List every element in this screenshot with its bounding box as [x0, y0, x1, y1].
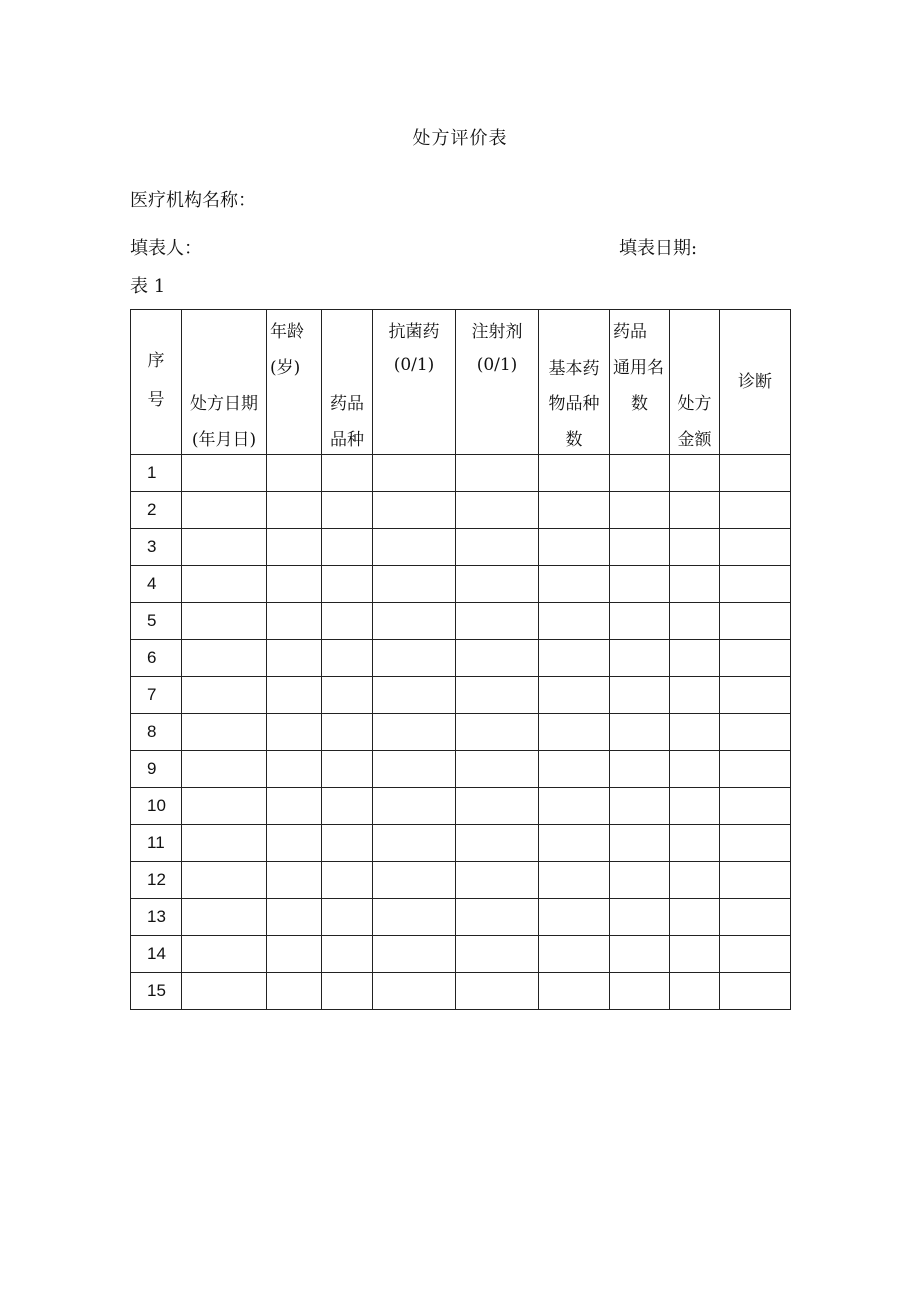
cell-essential-drugs: [539, 640, 610, 677]
cell-amount: [670, 936, 720, 973]
header-injection-line: (0/1): [476, 355, 518, 375]
cell-injection: [456, 566, 539, 603]
cell-drug-varieties: [322, 677, 373, 714]
table-row: [131, 788, 791, 825]
cell-antibiotic: [373, 566, 456, 603]
table-row: [131, 825, 791, 862]
header-age-line: (岁): [270, 358, 301, 378]
cell-essential-drugs: [539, 455, 610, 492]
cell-age: [267, 455, 322, 492]
table-row: [131, 936, 791, 973]
cell-drug-varieties: [322, 566, 373, 603]
cell-age: [267, 973, 322, 1010]
cell-date: [182, 714, 267, 751]
cell-antibiotic: [373, 677, 456, 714]
table-label: 表 1: [130, 276, 166, 297]
table-row: [131, 640, 791, 677]
row-number: 1: [131, 455, 182, 492]
header-amount: [670, 310, 720, 455]
cell-antibiotic: [373, 899, 456, 936]
header-essential-drugs: [539, 310, 610, 455]
table-row: [131, 566, 791, 603]
header-generic-names: [610, 310, 670, 455]
cell-essential-drugs: [539, 751, 610, 788]
cell-injection: [456, 714, 539, 751]
header-essential-line: 数: [565, 430, 583, 450]
cell-antibiotic: [373, 455, 456, 492]
cell-diagnosis: [720, 899, 791, 936]
cell-diagnosis: [720, 714, 791, 751]
header-antibiotic-line: (0/1): [393, 355, 435, 375]
cell-drug-varieties: [322, 751, 373, 788]
cell-essential-drugs: [539, 492, 610, 529]
cell-drug-varieties: [322, 492, 373, 529]
cell-amount: [670, 677, 720, 714]
cell-injection: [456, 677, 539, 714]
cell-generic-names: [610, 603, 670, 640]
cell-essential-drugs: [539, 788, 610, 825]
cell-amount: [670, 603, 720, 640]
cell-date: [182, 603, 267, 640]
cell-date: [182, 862, 267, 899]
cell-generic-names: [610, 973, 670, 1010]
header-seq-line: 序: [147, 351, 165, 371]
cell-age: [267, 751, 322, 788]
cell-generic-names: [610, 714, 670, 751]
cell-diagnosis: [720, 973, 791, 1010]
cell-date: [182, 788, 267, 825]
cell-injection: [456, 492, 539, 529]
cell-antibiotic: [373, 751, 456, 788]
table-row: [131, 862, 791, 899]
table-body: [131, 455, 791, 1010]
cell-drug-varieties: [322, 936, 373, 973]
cell-injection: [456, 899, 539, 936]
cell-generic-names: [610, 640, 670, 677]
cell-antibiotic: [373, 825, 456, 862]
cell-date: [182, 677, 267, 714]
header-seq: [131, 310, 182, 455]
cell-essential-drugs: [539, 714, 610, 751]
cell-antibiotic: [373, 973, 456, 1010]
cell-essential-drugs: [539, 936, 610, 973]
table-row: [131, 529, 791, 566]
cell-generic-names: [610, 566, 670, 603]
cell-date: [182, 936, 267, 973]
cell-age: [267, 492, 322, 529]
table-row: [131, 492, 791, 529]
cell-antibiotic: [373, 862, 456, 899]
cell-diagnosis: [720, 603, 791, 640]
cell-date: [182, 640, 267, 677]
header-injection: [456, 310, 539, 455]
cell-antibiotic: [373, 603, 456, 640]
header-generic-line: 通用名: [613, 358, 664, 378]
row-number: 8: [131, 714, 182, 751]
cell-antibiotic: [373, 529, 456, 566]
cell-date: [182, 455, 267, 492]
cell-essential-drugs: [539, 677, 610, 714]
cell-drug-varieties: [322, 788, 373, 825]
row-number: 10: [131, 788, 182, 825]
cell-age: [267, 603, 322, 640]
header-generic-line: 药品: [613, 322, 647, 342]
cell-antibiotic: [373, 936, 456, 973]
cell-age: [267, 566, 322, 603]
cell-date: [182, 492, 267, 529]
cell-injection: [456, 936, 539, 973]
cell-generic-names: [610, 529, 670, 566]
table-row: [131, 973, 791, 1010]
cell-age: [267, 529, 322, 566]
row-number: 3: [131, 529, 182, 566]
row-number: 13: [131, 899, 182, 936]
cell-essential-drugs: [539, 862, 610, 899]
cell-essential-drugs: [539, 899, 610, 936]
header-date: [182, 310, 267, 455]
cell-diagnosis: [720, 862, 791, 899]
cell-drug-varieties: [322, 899, 373, 936]
row-number: 9: [131, 751, 182, 788]
cell-essential-drugs: [539, 529, 610, 566]
row-number: 5: [131, 603, 182, 640]
cell-amount: [670, 862, 720, 899]
cell-drug-varieties: [322, 825, 373, 862]
cell-drug-varieties: [322, 455, 373, 492]
cell-generic-names: [610, 825, 670, 862]
cell-drug-varieties: [322, 603, 373, 640]
cell-drug-varieties: [322, 862, 373, 899]
cell-amount: [670, 529, 720, 566]
header-seq-line: 号: [147, 390, 165, 410]
header-drug-varieties: [322, 310, 373, 455]
cell-amount: [670, 455, 720, 492]
cell-diagnosis: [720, 751, 791, 788]
cell-amount: [670, 566, 720, 603]
cell-generic-names: [610, 751, 670, 788]
header-row: [131, 310, 791, 455]
row-number: 2: [131, 492, 182, 529]
cell-drug-varieties: [322, 973, 373, 1010]
row-number: 6: [131, 640, 182, 677]
header-generic-line: 数: [631, 394, 648, 414]
cell-diagnosis: [720, 640, 791, 677]
header-amount-line: 处方: [677, 394, 712, 414]
cell-age: [267, 862, 322, 899]
cell-generic-names: [610, 788, 670, 825]
row-number: 14: [131, 936, 182, 973]
cell-drug-varieties: [322, 529, 373, 566]
prescription-table: [130, 309, 791, 1010]
cell-injection: [456, 788, 539, 825]
cell-diagnosis: [720, 936, 791, 973]
header-date-line: (年月日): [191, 430, 257, 450]
cell-amount: [670, 788, 720, 825]
cell-date: [182, 529, 267, 566]
header-age: [267, 310, 322, 455]
row-number: 11: [131, 825, 182, 862]
cell-generic-names: [610, 862, 670, 899]
cell-generic-names: [610, 455, 670, 492]
table-row: [131, 714, 791, 751]
row-number: 15: [131, 973, 182, 1010]
cell-diagnosis: [720, 677, 791, 714]
cell-injection: [456, 825, 539, 862]
cell-amount: [670, 973, 720, 1010]
cell-generic-names: [610, 899, 670, 936]
row-number: 4: [131, 566, 182, 603]
cell-age: [267, 936, 322, 973]
table-row: [131, 455, 791, 492]
cell-essential-drugs: [539, 973, 610, 1010]
cell-date: [182, 973, 267, 1010]
institution-name-label: 医疗机构名称：: [130, 190, 256, 211]
row-number: 7: [131, 677, 182, 714]
header-drug-varieties-line: 药品: [330, 394, 364, 414]
cell-age: [267, 677, 322, 714]
cell-amount: [670, 751, 720, 788]
cell-essential-drugs: [539, 825, 610, 862]
header-diagnosis: [720, 310, 791, 455]
cell-injection: [456, 455, 539, 492]
cell-age: [267, 640, 322, 677]
cell-date: [182, 825, 267, 862]
header-essential-line: 物品种: [548, 394, 600, 414]
header-age-line: 年龄: [270, 322, 304, 342]
table-row: [131, 751, 791, 788]
cell-diagnosis: [720, 492, 791, 529]
cell-amount: [670, 492, 720, 529]
cell-injection: [456, 529, 539, 566]
cell-date: [182, 566, 267, 603]
header-drug-varieties-line: 品种: [330, 430, 364, 450]
header-antibiotic: [373, 310, 456, 455]
cell-date: [182, 899, 267, 936]
header-date-line: 处方日期: [190, 394, 258, 414]
table-row: [131, 899, 791, 936]
cell-injection: [456, 640, 539, 677]
cell-diagnosis: [720, 455, 791, 492]
header-injection-line: 注射剂: [471, 322, 523, 342]
cell-generic-names: [610, 492, 670, 529]
table-row: [131, 677, 791, 714]
cell-diagnosis: [720, 566, 791, 603]
cell-amount: [670, 714, 720, 751]
cell-antibiotic: [373, 640, 456, 677]
cell-diagnosis: [720, 825, 791, 862]
header-diagnosis-line: 诊断: [738, 372, 772, 392]
header-essential-line: 基本药: [548, 359, 600, 379]
fill-date-label: 填表日期:: [619, 238, 698, 259]
cell-essential-drugs: [539, 603, 610, 640]
cell-injection: [456, 603, 539, 640]
cell-age: [267, 714, 322, 751]
cell-injection: [456, 973, 539, 1010]
cell-injection: [456, 862, 539, 899]
cell-age: [267, 788, 322, 825]
cell-antibiotic: [373, 492, 456, 529]
cell-antibiotic: [373, 788, 456, 825]
row-number: 12: [131, 862, 182, 899]
table-row: [131, 603, 791, 640]
header-antibiotic-line: 抗菌药: [388, 322, 440, 342]
cell-age: [267, 825, 322, 862]
cell-antibiotic: [373, 714, 456, 751]
cell-drug-varieties: [322, 640, 373, 677]
cell-amount: [670, 640, 720, 677]
header-amount-line: 金额: [677, 430, 712, 450]
cell-generic-names: [610, 936, 670, 973]
cell-generic-names: [610, 677, 670, 714]
cell-amount: [670, 899, 720, 936]
cell-injection: [456, 751, 539, 788]
cell-essential-drugs: [539, 566, 610, 603]
cell-diagnosis: [720, 529, 791, 566]
cell-age: [267, 899, 322, 936]
cell-diagnosis: [720, 788, 791, 825]
cell-date: [182, 751, 267, 788]
page-title: 处方评价表: [412, 128, 508, 149]
cell-drug-varieties: [322, 714, 373, 751]
filler-label: 填表人：: [130, 238, 202, 259]
cell-amount: [670, 825, 720, 862]
